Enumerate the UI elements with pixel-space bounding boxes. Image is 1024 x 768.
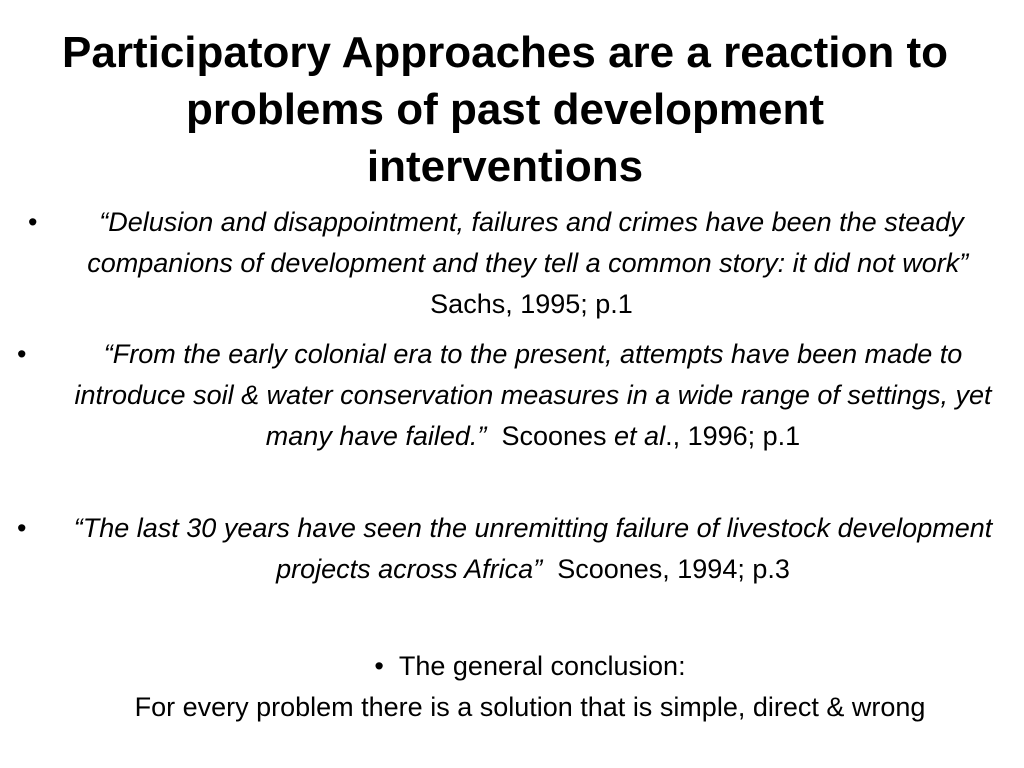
bullet-scoones-1996-quote [17, 334, 1018, 457]
citation-author: Scoones [501, 421, 607, 451]
citation: Sachs, 1995; p.1 [430, 289, 633, 319]
citation: Scoones, 1994; p.3 [557, 554, 790, 584]
quote-text: “The last 30 years have seen the unremitting failure of livestock development projects across Africa” [73, 513, 993, 584]
conclusion-heading: The general conclusion: [398, 651, 686, 681]
bullet-marker: • [374, 651, 384, 681]
bullet-scoones-1994-quote [17, 508, 1018, 590]
bullet-marker: • [28, 207, 38, 237]
bullet-sachs-quote [28, 202, 1019, 325]
citation-rest: ., 1996; p.1 [665, 421, 801, 451]
quote-text: “From the early colonial era to the present, attempts have been made to introduce soil & water conservation measures in a wide range of settings, yet many have failed.” [74, 339, 992, 451]
conclusion-block [30, 646, 1024, 728]
bullet-marker: • [17, 339, 27, 369]
conclusion-heading-line [30, 646, 1024, 687]
citation-etal: et al [614, 421, 666, 451]
slide-title: Participatory Approaches are a reaction to problems of past development interventions [62, 28, 948, 191]
conclusion-text: For every problem there is a solution that is simple, direct & wrong [134, 692, 926, 722]
bullet-marker: • [17, 513, 27, 543]
quote-text: “Delusion and disappointment, failures and crimes have been the steady companions of development and they tell a common story: it did not work” [87, 207, 969, 278]
